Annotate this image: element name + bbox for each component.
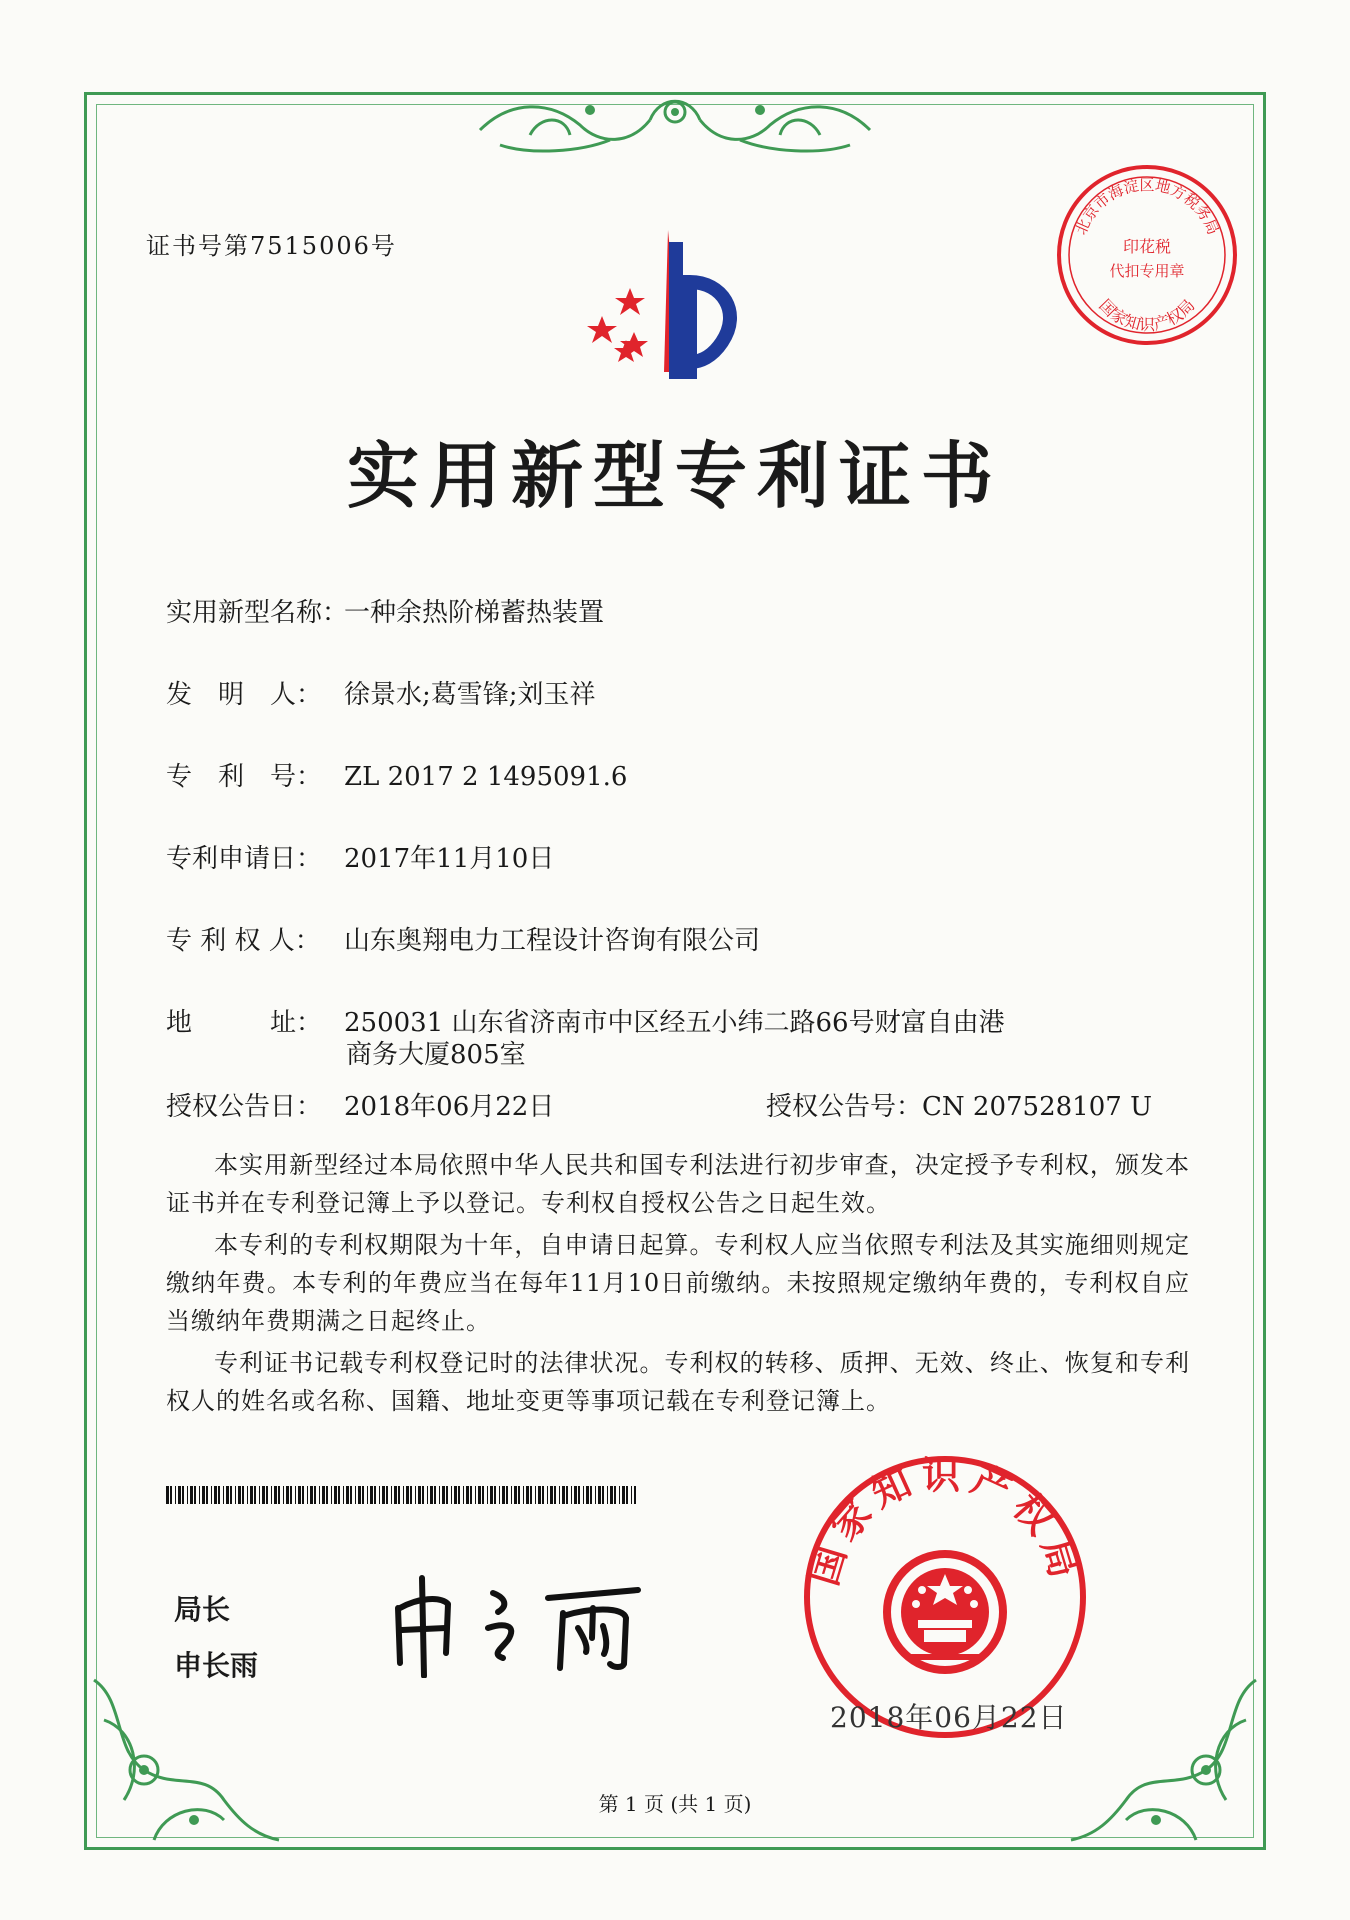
barcode-bar xyxy=(442,1486,445,1504)
field-label: 地 址： xyxy=(166,1008,323,1038)
barcode-bar xyxy=(319,1486,320,1504)
director-title: 局长 xyxy=(174,1593,231,1626)
barcode-bar xyxy=(482,1486,484,1504)
paragraph-grant: 本实用新型经过本局依照中华人民共和国专利法进行初步审查，决定授予专利权，颁发本证书并在专利登记簿上予以登记。专利权自授权公告之日起生效。 xyxy=(166,1151,1190,1217)
field-label: 专 利 号： xyxy=(166,762,323,792)
barcode-bar xyxy=(343,1486,344,1504)
barcode-bar xyxy=(187,1486,188,1504)
barcode-bar xyxy=(322,1486,325,1504)
barcode-bar xyxy=(590,1486,592,1504)
field-address xyxy=(166,1002,1005,1039)
barcode-bar xyxy=(559,1486,560,1504)
barcode-bar xyxy=(499,1486,500,1504)
seal-arc-text: 国家知识产权局 xyxy=(801,1453,1089,1591)
barcode-bar xyxy=(298,1486,301,1504)
barcode-bar xyxy=(206,1486,208,1504)
barcode-bar xyxy=(235,1486,236,1504)
barcode-bar xyxy=(238,1486,241,1504)
barcode-bar xyxy=(406,1486,409,1504)
barcode-bar xyxy=(178,1486,181,1504)
barcode-bar xyxy=(394,1486,397,1504)
barcode-bar xyxy=(451,1486,452,1504)
barcode-bar xyxy=(391,1486,392,1504)
tax-seal-bottom-text: 国家知识产权局 xyxy=(1095,295,1199,334)
barcode-bar xyxy=(415,1486,416,1504)
barcode-bar xyxy=(223,1486,224,1504)
barcode-bar xyxy=(550,1486,553,1504)
field-value: 250031 山东省济南市中区经五小纬二路66号财富自由港 xyxy=(344,1008,1005,1038)
barcode-bar xyxy=(170,1486,172,1504)
certificate-title: 实用新型专利证书 xyxy=(346,434,1003,518)
barcode-bar xyxy=(262,1486,265,1504)
barcode-bar xyxy=(542,1486,544,1504)
field-value: CN 207528107 U xyxy=(922,1092,1152,1122)
field-label: 专利申请日： xyxy=(166,844,323,874)
bottom-left-ornament-icon xyxy=(84,1660,284,1850)
field-label: 发 明 人： xyxy=(166,680,323,710)
field-inventor xyxy=(166,674,596,711)
barcode-bar xyxy=(422,1486,424,1504)
svg-text:国家知识产权局 xyxy=(1095,296,1198,334)
barcode-bar xyxy=(350,1486,352,1504)
barcode-bar xyxy=(202,1486,205,1504)
barcode-bar xyxy=(430,1486,433,1504)
barcode-bar xyxy=(622,1486,625,1504)
barcode-bar xyxy=(574,1486,577,1504)
barcode-bar xyxy=(230,1486,232,1504)
barcode-bar xyxy=(374,1486,376,1504)
barcode-bar xyxy=(398,1486,400,1504)
field-patent-number xyxy=(166,756,627,793)
tax-seal-inner-line2: 代扣专用章 xyxy=(1109,262,1185,280)
barcode-bar xyxy=(358,1486,361,1504)
barcode-bar xyxy=(506,1486,508,1504)
tax-stamp-seal-icon xyxy=(1052,160,1242,350)
barcode-bar xyxy=(634,1486,636,1504)
barcode-bar xyxy=(362,1486,364,1504)
barcode-bar xyxy=(379,1486,380,1504)
paragraph-legal-status: 专利证书记载专利权登记时的法律状况。专利权的转移、质押、无效、终止、恢复和专利权人的姓名或名称、国籍、地址变更等事项记载在专利登记簿上。 xyxy=(166,1349,1190,1415)
barcode-bar xyxy=(302,1486,304,1504)
barcode-bar xyxy=(602,1486,604,1504)
barcode-bar xyxy=(463,1486,464,1504)
barcode-bar xyxy=(355,1486,356,1504)
barcode-bar xyxy=(274,1486,277,1504)
barcode-bar xyxy=(346,1486,349,1504)
barcode-bar xyxy=(614,1486,616,1504)
barcode-bar xyxy=(554,1486,556,1504)
barcode-bar xyxy=(434,1486,436,1504)
barcode-bar xyxy=(190,1486,193,1504)
barcode-bar xyxy=(619,1486,620,1504)
barcode-bar xyxy=(403,1486,404,1504)
barcode-bar xyxy=(259,1486,260,1504)
barcode-bar xyxy=(466,1486,469,1504)
barcode-bar xyxy=(514,1486,517,1504)
barcode-bar xyxy=(166,1486,169,1504)
field-label: 授权公告号： xyxy=(766,1092,923,1122)
barcode-bar xyxy=(266,1486,268,1504)
barcode-bar xyxy=(487,1486,488,1504)
barcode-bar xyxy=(211,1486,212,1504)
barcode-bar xyxy=(475,1486,476,1504)
barcode-bar xyxy=(631,1486,632,1504)
field-label: 专 利 权 人： xyxy=(166,926,321,956)
barcode-bar xyxy=(370,1486,373,1504)
barcode-bar xyxy=(490,1486,493,1504)
field-value: 一种余热阶梯蓄热装置 xyxy=(344,598,605,628)
field-address-line2: 商务大厦805室 xyxy=(346,1040,526,1070)
barcode-bar xyxy=(247,1486,248,1504)
patent-office-logo-icon xyxy=(572,222,792,382)
paragraph-term: 本专利的专利权期限为十年，自申请日起算。专利权人应当依照专利法及其实施细则规定缴纳年费。本专利的年费应当在每年11月10日前缴纳。未按照规定缴纳年费的，专利权自应当缴纳年费期满之日起终止。 xyxy=(166,1231,1190,1335)
bottom-right-ornament-icon xyxy=(1066,1660,1266,1850)
seal-date: 2018年06月22日 xyxy=(830,1701,1068,1734)
barcode-bar xyxy=(286,1486,289,1504)
barcode-bar xyxy=(418,1486,421,1504)
barcode-bar xyxy=(494,1486,496,1504)
barcode-bar xyxy=(502,1486,505,1504)
barcode-bar xyxy=(271,1486,272,1504)
barcode-bar xyxy=(427,1486,428,1504)
barcode-bar xyxy=(526,1486,529,1504)
barcode-bar xyxy=(242,1486,244,1504)
barcode-bar xyxy=(310,1486,313,1504)
tax-seal-outer-text: 北京市海淀区地方税务局 xyxy=(1071,176,1223,238)
barcode-bar xyxy=(454,1486,457,1504)
barcode-bar xyxy=(518,1486,520,1504)
barcode-bar xyxy=(446,1486,448,1504)
field-publication-number xyxy=(766,1086,1152,1123)
field-value: 2018年06月22日 xyxy=(344,1092,555,1122)
field-value: ZL 2017 2 1495091.6 xyxy=(344,762,628,792)
barcode-bar xyxy=(547,1486,548,1504)
barcode-bar xyxy=(530,1486,532,1504)
barcode-bar xyxy=(175,1486,176,1504)
barcode-bar xyxy=(382,1486,385,1504)
barcode-bar xyxy=(538,1486,541,1504)
barcode-bar xyxy=(314,1486,316,1504)
field-label: 授权公告日： xyxy=(166,1092,323,1122)
tax-seal-inner-line1: 印花税 xyxy=(1122,237,1172,256)
barcode-bar xyxy=(511,1486,512,1504)
barcode-bar xyxy=(199,1486,200,1504)
barcode-bar xyxy=(586,1486,589,1504)
barcode-bar xyxy=(478,1486,481,1504)
barcode-icon xyxy=(166,1486,636,1504)
field-label: 实用新型名称： xyxy=(166,598,349,628)
certificate-number: 证书号第7515006号 xyxy=(146,232,397,260)
barcode-bar xyxy=(578,1486,580,1504)
barcode-bar xyxy=(535,1486,536,1504)
barcode-bar xyxy=(607,1486,608,1504)
page-number: 第 1 页 (共 1 页) xyxy=(598,1792,752,1816)
barcode-bar xyxy=(439,1486,440,1504)
barcode-bar xyxy=(278,1486,280,1504)
barcode-bar xyxy=(410,1486,412,1504)
barcode-bar xyxy=(214,1486,217,1504)
barcode-bar xyxy=(583,1486,584,1504)
barcode-bar xyxy=(334,1486,337,1504)
barcode-bar xyxy=(470,1486,472,1504)
field-value: 2017年11月10日 xyxy=(344,844,555,874)
field-value: 徐景水;葛雪锋;刘玉祥 xyxy=(344,680,596,710)
barcode-bar xyxy=(595,1486,596,1504)
barcode-bar xyxy=(598,1486,601,1504)
barcode-bar xyxy=(338,1486,340,1504)
barcode-bar xyxy=(331,1486,332,1504)
barcode-bar xyxy=(626,1486,628,1504)
barcode-bar xyxy=(562,1486,565,1504)
barcode-bar xyxy=(250,1486,253,1504)
director-signature-icon xyxy=(388,1568,688,1678)
barcode-bar xyxy=(218,1486,220,1504)
barcode-bar xyxy=(367,1486,368,1504)
barcode-bar xyxy=(566,1486,568,1504)
barcode-bar xyxy=(386,1486,388,1504)
director-name: 申长雨 xyxy=(174,1649,259,1682)
barcode-bar xyxy=(610,1486,613,1504)
barcode-bar xyxy=(326,1486,328,1504)
barcode-bar xyxy=(254,1486,256,1504)
barcode-bar xyxy=(571,1486,572,1504)
field-utility-model-name xyxy=(166,592,604,629)
field-publication-date xyxy=(166,1086,554,1123)
barcode-bar xyxy=(194,1486,196,1504)
top-ornament-icon xyxy=(470,90,880,160)
field-application-date xyxy=(166,838,554,875)
barcode-bar xyxy=(182,1486,184,1504)
barcode-bar xyxy=(307,1486,308,1504)
field-patentee xyxy=(166,920,760,957)
barcode-bar xyxy=(226,1486,229,1504)
barcode-bar xyxy=(290,1486,292,1504)
barcode-bar xyxy=(295,1486,296,1504)
barcode-bar xyxy=(458,1486,460,1504)
barcode-bar xyxy=(283,1486,284,1504)
barcode-bar xyxy=(523,1486,524,1504)
field-value: 山东奥翔电力工程设计咨询有限公司 xyxy=(344,926,761,956)
